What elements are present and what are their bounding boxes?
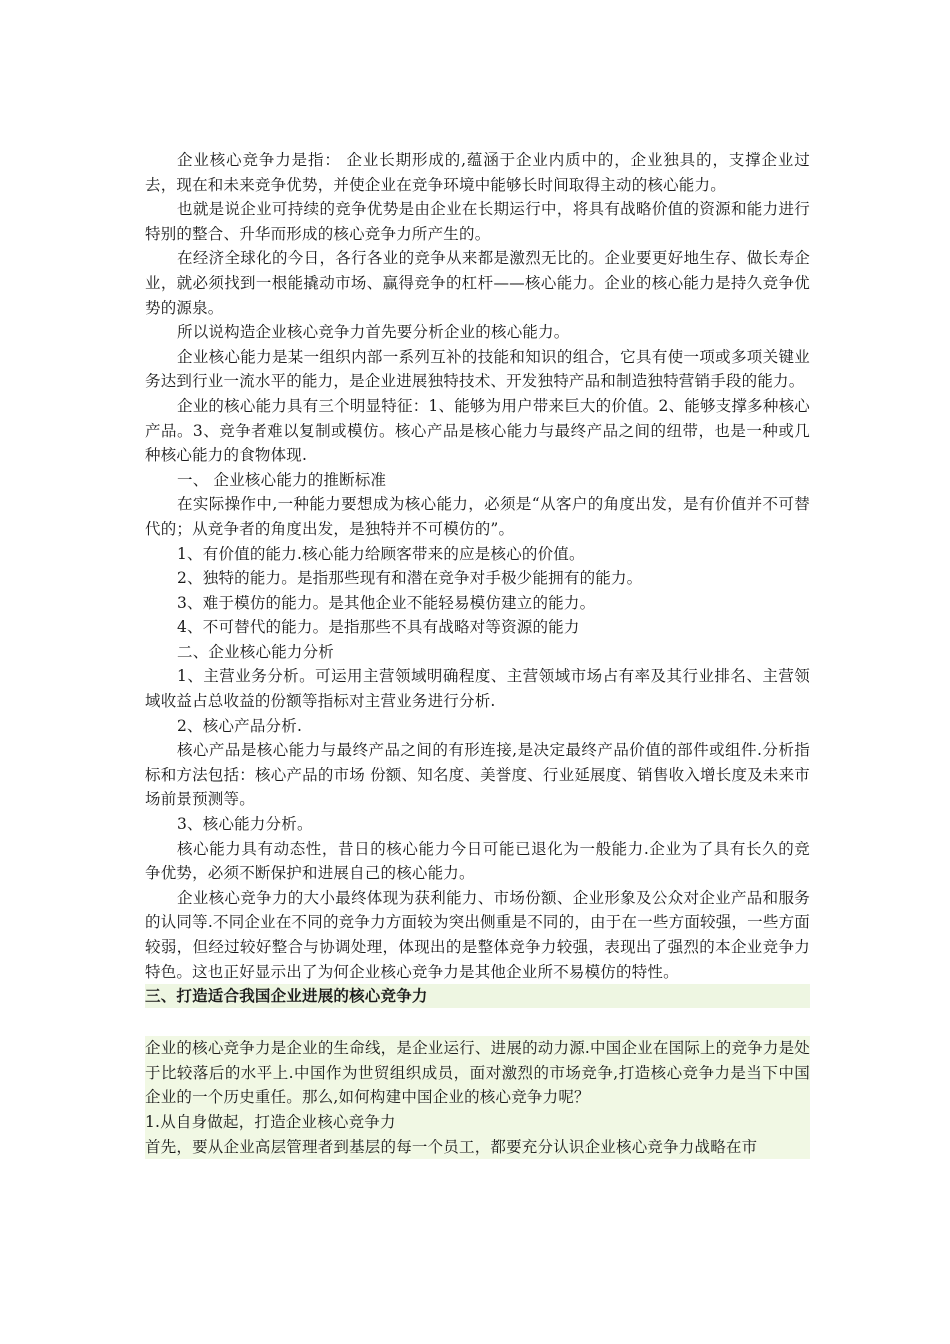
paragraph: 企业核心竞争力的大小最终体现为获利能力、市场份额、企业形象及公众对企业产品和服务的认同等.不同企业在不同的竞争力方面较为突出侧重是不同的，由于在一些方面较强，一些方面较弱，但经过较好整合与协调处理，体现出的是整体竞争力较强，表现出了强烈的本企业竞争力特色。这也正好显示出了为何企业核心竞争力是其他企业所不易模仿的特性。: [145, 888, 810, 981]
paragraph: 企业核心能力是某一组织内部一系列互补的技能和知识的组合，它具有使一项或多项关键业务达到行业一流水平的能力，是企业进展独特技术、开发独特产品和制造独特营销手段的能力。: [145, 347, 810, 391]
paragraph: 在实际操作中,一种能力要想成为核心能力，必须是“从客户的角度出发，是有价值并不可替代的；从竞争者的角度出发，是独特并不可模仿的”。: [145, 495, 810, 538]
list-item: 3、核心能力分析。: [177, 815, 313, 834]
section-heading-1: 一、 企业核心能力的推断标准: [177, 470, 387, 489]
document-body: [145, 148, 810, 1159]
paragraph: 核心产品是核心能力与最终产品之间的有形连接,是决定最终产品价值的部件或组件.分析指标和方法包括：核心产品的市场 份额、知名度、美誉度、行业延展度、销售收入增长度及未来市场前景预测等。: [145, 741, 810, 809]
subheading: 1.从自身做起，打造企业核心竞争力: [145, 1112, 396, 1131]
list-item: 2、核心产品分析.: [177, 716, 303, 735]
paragraph: 企业核心竞争力是指： 企业长期形成的,蕴涵于企业内质中的，企业独具的，支撑企业过去，现在和未来竞争优势，并使企业在竞争环境中能够长时间取得主动的核心能力。: [145, 151, 810, 194]
list-item: 4、不可替代的能力。是指那些不具有战略对等资源的能力: [177, 618, 580, 637]
paragraph: 核心能力具有动态性，昔日的核心能力今日可能已退化为一般能力.企业为了具有长久的竞争优势，必须不断保护和进展自己的核心能力。: [145, 839, 810, 883]
list-item: 3、难于模仿的能力。是其他企业不能轻易模仿建立的能力。: [177, 593, 596, 612]
paragraph: 企业的核心竞争力是企业的生命线，是企业运行、进展的动力源.中国企业在国际上的竞争力是处于比较落后的水平上.中国作为世贸组织成员，面对激烈的市场竞争,打造核心竞争力是当下中国企业的一个历史重任。那么,如何构建中国企业的核心竞争力呢？: [145, 1039, 810, 1107]
list-item: 2、独特的能力。是指那些现有和潜在竞争对手极少能拥有的能力。: [177, 569, 643, 588]
paragraph: 企业的核心能力具有三个明显特征：1、能够为用户带来巨大的价值。2、能够支撑多种核心产品。3、竞争者难以复制或模仿。核心产品是核心能力与最终产品之间的纽带，也是一种或几种核心能力的食物体现.: [145, 396, 810, 465]
section-heading-2: 二、企业核心能力分析: [177, 642, 335, 661]
paragraph: 在经济全球化的今日，各行各业的竞争从来都是激烈无比的。企业要更好地生存、做长寿企业，就必须找到一根能撬动市场、赢得竞争的杠杆——核心能力。企业的核心能力是持久竞争优势的源泉。: [145, 249, 810, 317]
paragraph: 1、主营业务分析。可运用主营领域明确程度、主营领域市场占有率及其行业排名、主营领域收益占总收益的份额等指标对主营业务进行分析.: [145, 667, 810, 711]
section-heading-3: 三、打造适合我国企业进展的核心竞争力: [145, 984, 810, 1008]
paragraph: 也就是说企业可持续的竞争优势是由企业在长期运行中，将具有战略价值的资源和能力进行特别的整合、升华而形成的核心竞争力所产生的。: [145, 200, 810, 243]
paragraph: 所以说构造企业核心竞争力首先要分析企业的核心能力。: [177, 323, 570, 342]
highlighted-section: [145, 1036, 810, 1159]
list-item: 1、有价值的能力.核心能力给顾客带来的应是核心的价值。: [177, 544, 585, 563]
paragraph: 首先，要从企业高层管理者到基层的每一个员工，都要充分认识企业核心竞争力战略在市: [145, 1137, 758, 1156]
